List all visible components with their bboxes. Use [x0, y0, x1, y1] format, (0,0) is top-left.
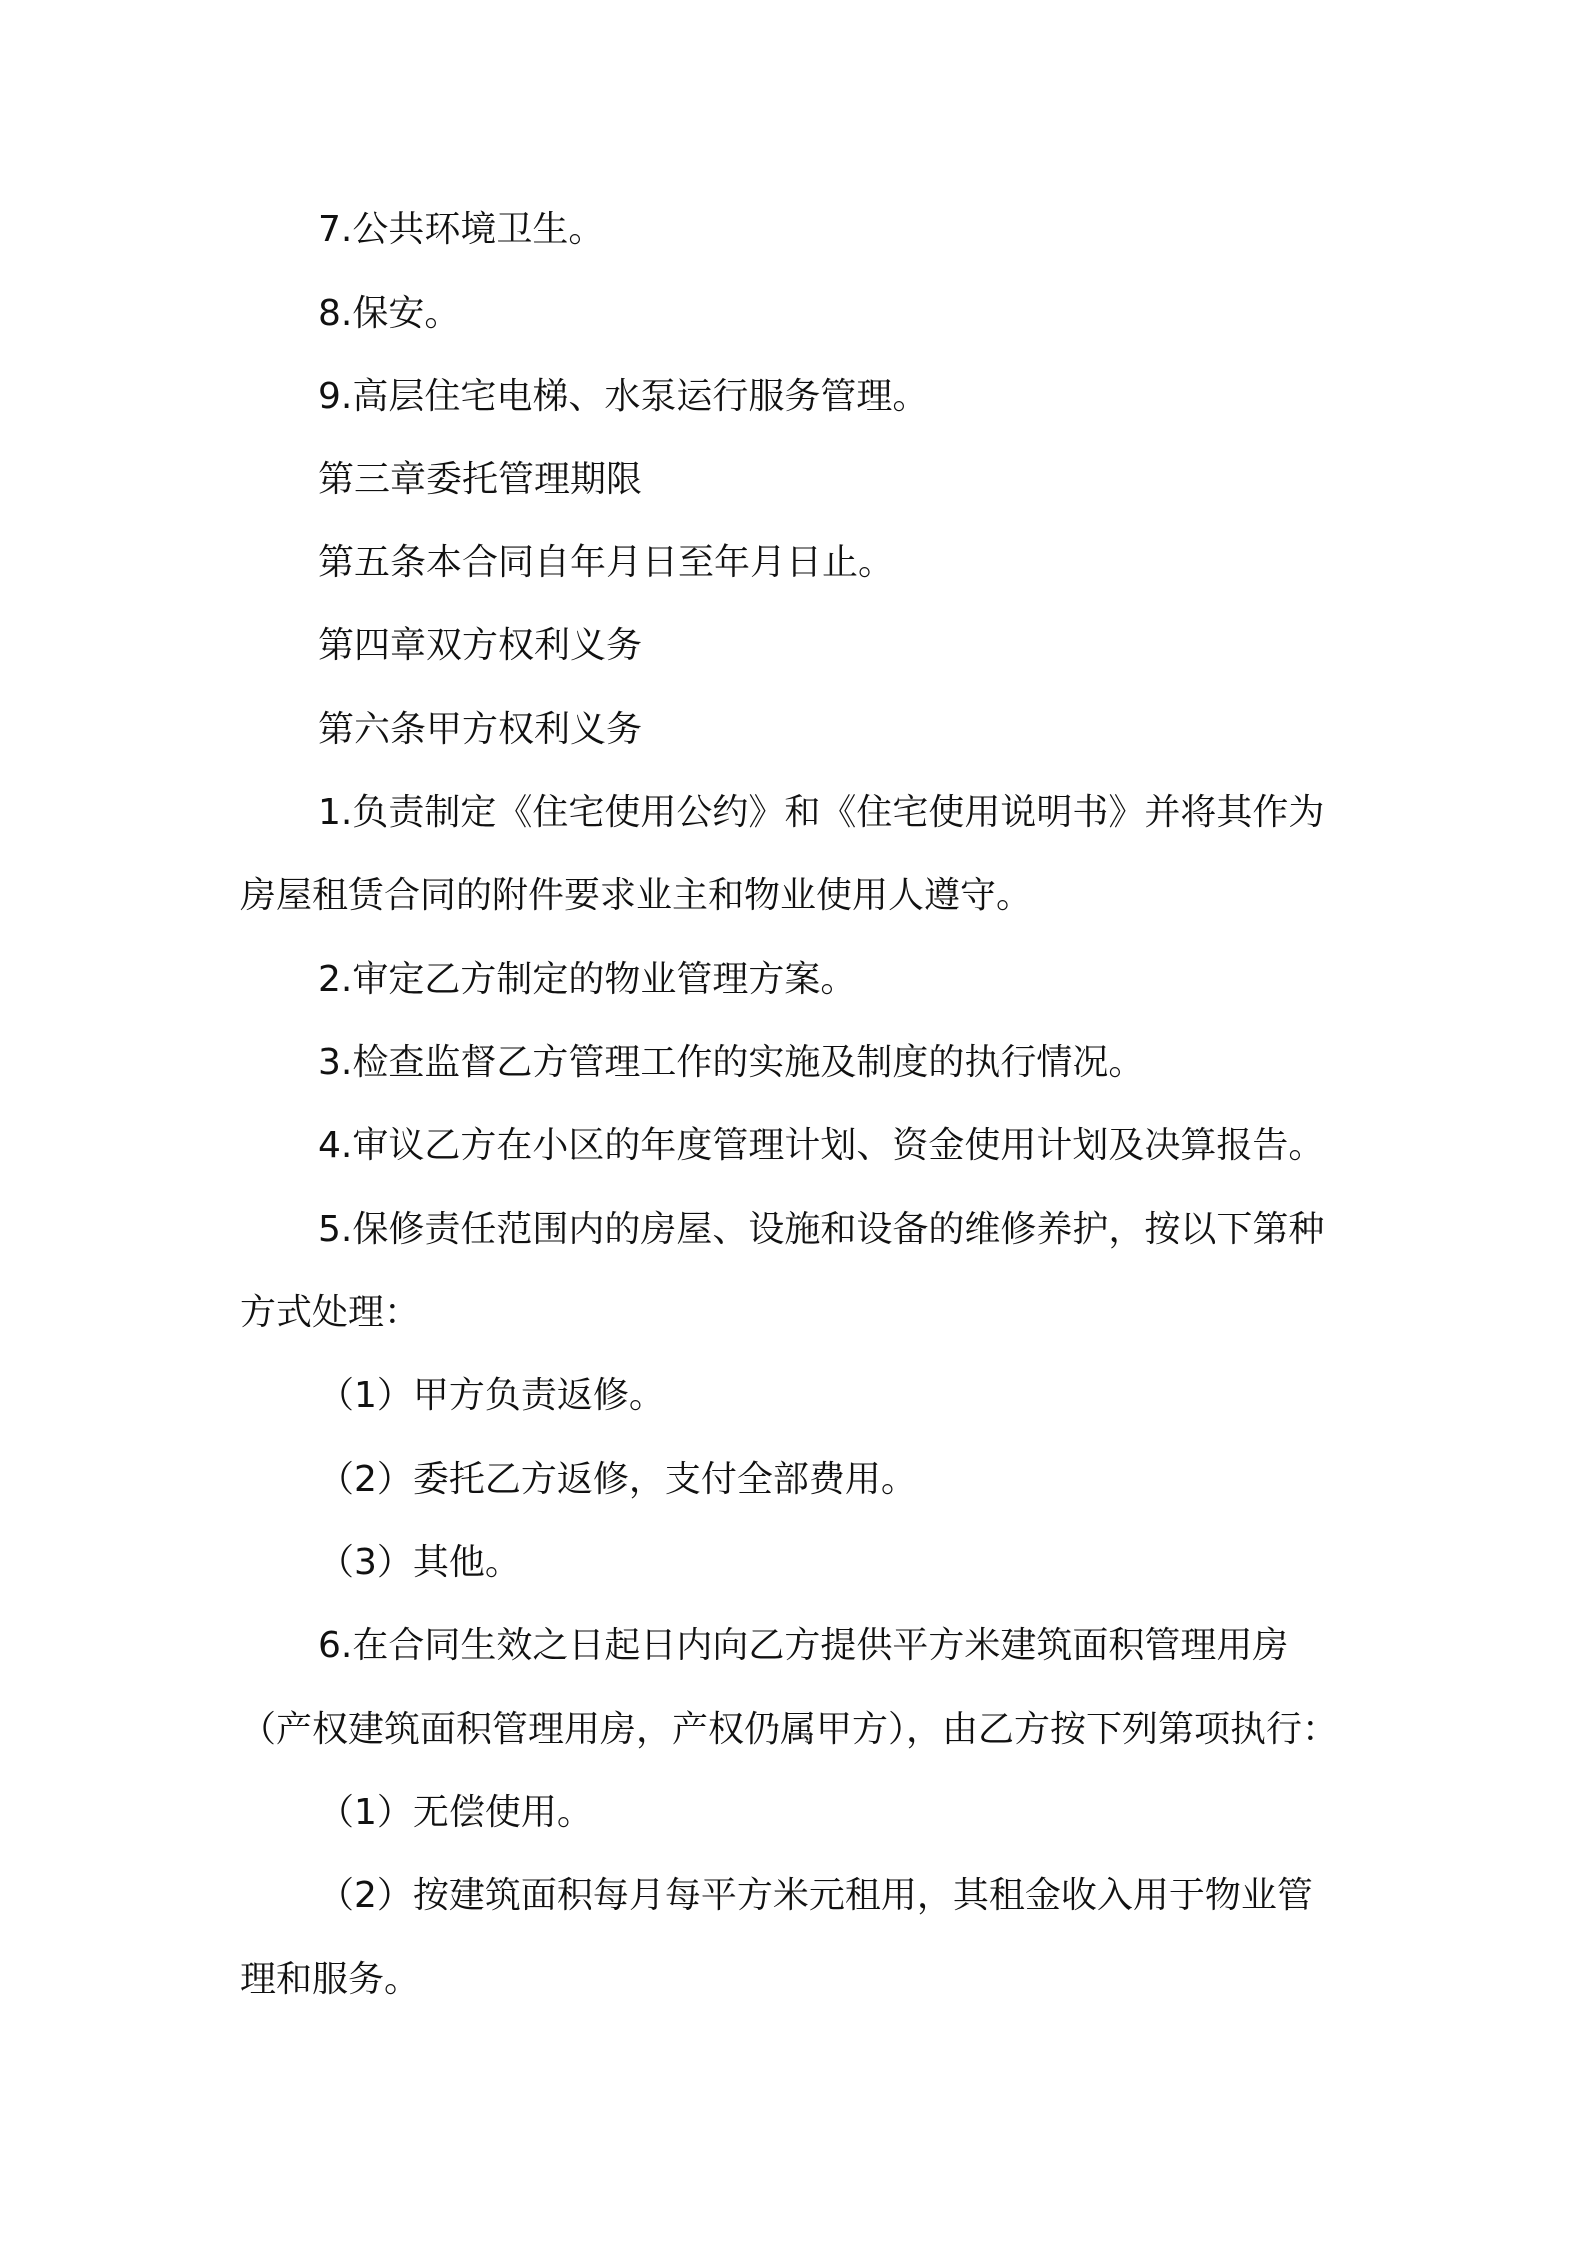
- line-item-8: 8.保安。: [318, 293, 461, 334]
- clause-6-option-1: （1）无偿使用。: [318, 1792, 593, 1833]
- clause-1-line-2: 房屋租赁合同的附件要求业主和物业使用人遵守。: [240, 875, 1033, 916]
- clause-5-option-2: （2）委托乙方返修，支付全部费用。: [318, 1459, 917, 1500]
- article-5: 第五条本合同自年月日至年月日止。: [318, 542, 895, 583]
- clause-6-line-2: （产权建筑面积管理用房，产权仍属甲方），由乙方按下列第项执行：: [240, 1709, 1339, 1750]
- line-item-7: 7.公共环境卫生。: [318, 209, 605, 250]
- clause-4: 4.审议乙方在小区的年度管理计划、资金使用计划及决算报告。: [318, 1125, 1325, 1166]
- clause-5-option-3: （3）其他。: [318, 1542, 521, 1583]
- chapter-3-heading: 第三章委托管理期限: [318, 459, 643, 500]
- line-item-9: 9.高层住宅电梯、水泵运行服务管理。: [318, 376, 929, 417]
- clause-5-line-2: 方式处理：: [240, 1292, 421, 1333]
- chapter-4-heading: 第四章双方权利义务: [318, 625, 643, 666]
- clause-6-line-1: 6.在合同生效之日起日内向乙方提供平方米建筑面积管理用房: [318, 1625, 1289, 1666]
- clause-6-option-2-line-2: 理和服务。: [240, 1959, 421, 2000]
- clause-1-line-1: 1.负责制定《住宅使用公约》和《住宅使用说明书》并将其作为: [318, 792, 1325, 833]
- clause-5-option-1: （1）甲方负责返修。: [318, 1375, 665, 1416]
- clause-5-line-1: 5.保修责任范围内的房屋、设施和设备的维修养护，按以下第种: [318, 1209, 1325, 1250]
- clause-2: 2.审定乙方制定的物业管理方案。: [318, 959, 857, 1000]
- article-6: 第六条甲方权利义务: [318, 709, 643, 750]
- clause-3: 3.检查监督乙方管理工作的实施及制度的执行情况。: [318, 1042, 1145, 1083]
- clause-6-option-2-line-1: （2）按建筑面积每月每平方米元租用，其租金收入用于物业管: [318, 1875, 1313, 1916]
